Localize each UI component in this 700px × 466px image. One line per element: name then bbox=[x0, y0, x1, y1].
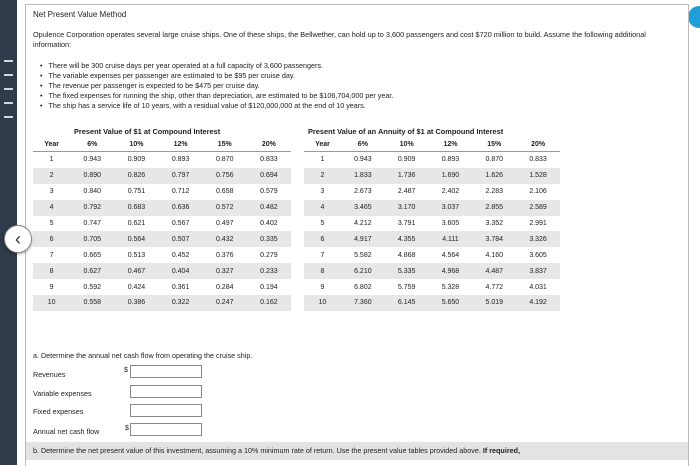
factor-cell: 0.592 bbox=[83, 283, 102, 291]
factor-cell: 0.870 bbox=[215, 156, 234, 164]
factor-cell: 1.626 bbox=[472, 168, 516, 184]
sidebar-marker bbox=[4, 74, 13, 76]
factor-cell: 0.833 bbox=[260, 156, 278, 164]
column-header: 20% bbox=[516, 137, 560, 152]
column-header: 12% bbox=[159, 137, 203, 152]
factor-cell: 6.802 bbox=[354, 283, 372, 291]
pv-table-heading: Present Value of $1 at Compound Interest bbox=[74, 127, 221, 136]
table-row bbox=[304, 247, 560, 263]
factor-cell: 0.386 bbox=[114, 295, 158, 311]
column-header: Year bbox=[33, 137, 70, 152]
table-row bbox=[33, 263, 291, 279]
sidebar-marker bbox=[4, 116, 13, 118]
factor-cell: 0.452 bbox=[171, 251, 190, 259]
year-cell: 4 bbox=[33, 200, 70, 216]
factor-cell: 0.870 bbox=[485, 156, 504, 164]
factor-cell: 4.192 bbox=[516, 295, 560, 311]
question-panel bbox=[25, 4, 689, 466]
factor-cell: 2.283 bbox=[485, 188, 504, 196]
assumption-item: • There will be 300 cruise days per year operated at a full capacity of 3,600 passengers. bbox=[40, 61, 393, 71]
factor-cell: 0.247 bbox=[203, 295, 247, 311]
annuity-table-heading: Present Value of an Annuity of $1 at Compound Interest bbox=[308, 127, 504, 136]
factor-cell: 2.991 bbox=[529, 220, 547, 227]
year-cell: 9 bbox=[49, 283, 54, 291]
factor-cell: 0.404 bbox=[159, 263, 203, 279]
factor-cell: 0.909 bbox=[397, 156, 416, 164]
sidebar-marker bbox=[4, 60, 13, 62]
factor-cell: 5.650 bbox=[429, 295, 473, 311]
year-cell: 7 bbox=[320, 251, 325, 259]
table-row bbox=[33, 168, 291, 184]
factor-cell: 0.943 bbox=[83, 156, 102, 164]
column-header: 20% bbox=[247, 137, 291, 152]
factor-cell: 0.513 bbox=[127, 251, 146, 259]
factor-cell: 0.482 bbox=[247, 200, 291, 216]
year-cell: 1 bbox=[49, 156, 54, 164]
factor-cell: 0.424 bbox=[127, 283, 146, 291]
column-header: Year bbox=[304, 137, 341, 152]
year-cell: 2 bbox=[304, 168, 341, 184]
column-header: 15% bbox=[203, 137, 247, 152]
factor-cell: 2.589 bbox=[516, 200, 560, 216]
sidebar-marker bbox=[4, 88, 13, 90]
table-row bbox=[304, 200, 560, 216]
factor-cell: 0.467 bbox=[114, 263, 158, 279]
assumption-item: • The fixed expenses for running the ship, other than depreciation, are estimated to be $106,704,000 per year. bbox=[40, 91, 393, 101]
next-circle-button[interactable] bbox=[688, 6, 700, 28]
year-cell: 6 bbox=[304, 231, 341, 247]
factor-cell: 0.658 bbox=[215, 188, 234, 196]
part-b-text: b. Determine the net present value of this investment, assuming a 10% minimum rate of return. Use the present value tables provided above. bbox=[33, 446, 481, 455]
factor-cell: 6.210 bbox=[341, 263, 385, 279]
column-header: 6% bbox=[341, 137, 385, 152]
factor-cell: 0.322 bbox=[159, 295, 203, 311]
year-cell: 10 bbox=[304, 295, 341, 311]
factor-cell: 0.402 bbox=[260, 220, 278, 227]
factor-cell: 6.145 bbox=[385, 295, 429, 311]
chevron-left-icon: ‹ bbox=[15, 228, 21, 249]
factor-cell: 2.673 bbox=[354, 188, 372, 196]
factor-cell: 4.868 bbox=[397, 251, 416, 259]
factor-cell: 0.497 bbox=[215, 220, 234, 227]
factor-cell: 4.355 bbox=[385, 231, 429, 247]
fixed-expenses-label: Fixed expenses bbox=[33, 407, 84, 416]
column-header: 12% bbox=[429, 137, 473, 152]
table-row bbox=[304, 263, 560, 279]
table-row bbox=[304, 216, 560, 232]
factor-cell: 0.621 bbox=[127, 220, 146, 227]
pv-table bbox=[33, 137, 291, 311]
factor-cell: 0.890 bbox=[70, 168, 114, 184]
table-row bbox=[304, 184, 560, 200]
factor-cell: 2.402 bbox=[441, 188, 460, 196]
factor-cell: 0.712 bbox=[171, 188, 190, 196]
factor-cell: 0.893 bbox=[171, 156, 190, 164]
currency-sign: $ bbox=[124, 367, 128, 374]
year-cell: 5 bbox=[49, 220, 54, 227]
previous-button[interactable] bbox=[4, 225, 32, 253]
factor-cell: 4.111 bbox=[429, 231, 473, 247]
table-header-row bbox=[33, 137, 291, 152]
factor-cell: 5.328 bbox=[441, 283, 460, 291]
year-cell: 8 bbox=[33, 263, 70, 279]
factor-cell: 4.212 bbox=[354, 220, 372, 227]
factor-cell: 0.233 bbox=[247, 263, 291, 279]
table-row bbox=[33, 231, 291, 247]
factor-cell: 0.833 bbox=[529, 156, 547, 164]
factor-cell: 0.284 bbox=[215, 283, 234, 291]
factor-cell: 1.736 bbox=[385, 168, 429, 184]
assumption-item: • The variable expenses per passenger are estimated to be $95 per cruise day. bbox=[40, 71, 393, 81]
factor-cell: 0.279 bbox=[260, 251, 278, 259]
factor-cell: 0.335 bbox=[247, 231, 291, 247]
factor-cell: 0.943 bbox=[354, 156, 372, 164]
factor-cell: 0.683 bbox=[114, 200, 158, 216]
factor-cell: 0.361 bbox=[171, 283, 190, 291]
factor-cell: 2.855 bbox=[472, 200, 516, 216]
factor-cell: 0.665 bbox=[83, 251, 102, 259]
year-cell: 1 bbox=[320, 156, 325, 164]
table-row bbox=[304, 168, 560, 184]
table-row bbox=[304, 231, 560, 247]
problem-intro: Opulence Corporation operates several large cruise ships. One of these ships, the Bellwether, can hold up to 3,600 passengers and cost $720 million to build. Assume the following additional information: bbox=[33, 30, 646, 49]
factor-cell: 2.487 bbox=[397, 188, 416, 196]
factor-cell: 4.160 bbox=[485, 251, 504, 259]
factor-cell: 0.579 bbox=[260, 188, 278, 196]
factor-cell: 3.352 bbox=[485, 220, 504, 227]
year-cell: 2 bbox=[33, 168, 70, 184]
table-row bbox=[304, 279, 560, 295]
table-row bbox=[33, 216, 291, 232]
year-cell: 5 bbox=[320, 220, 325, 227]
factor-cell: 0.756 bbox=[203, 168, 247, 184]
year-cell: 6 bbox=[33, 231, 70, 247]
factor-cell: 3.784 bbox=[472, 231, 516, 247]
factor-cell: 0.797 bbox=[159, 168, 203, 184]
net-cash-flow-label: Annual net cash flow bbox=[33, 427, 100, 436]
column-header: 10% bbox=[385, 137, 429, 152]
sidebar-marker bbox=[4, 102, 13, 104]
factor-cell: 0.327 bbox=[203, 263, 247, 279]
factor-cell: 3.605 bbox=[529, 251, 547, 259]
factor-cell: 5.019 bbox=[472, 295, 516, 311]
table-row bbox=[33, 200, 291, 216]
factor-cell: 1.528 bbox=[516, 168, 560, 184]
factor-cell: 3.326 bbox=[516, 231, 560, 247]
table-row bbox=[33, 247, 291, 263]
assumptions-list bbox=[40, 61, 393, 111]
factor-cell: 5.335 bbox=[385, 263, 429, 279]
factor-cell: 4.487 bbox=[472, 263, 516, 279]
factor-cell: 4.772 bbox=[485, 283, 504, 291]
factor-cell: 0.432 bbox=[203, 231, 247, 247]
factor-cell: 3.605 bbox=[441, 220, 460, 227]
year-cell: 4 bbox=[304, 200, 341, 216]
year-cell: 9 bbox=[320, 283, 325, 291]
factor-cell: 3.465 bbox=[341, 200, 385, 216]
variable-expenses-input[interactable] bbox=[130, 385, 202, 398]
table-row bbox=[33, 152, 291, 168]
factor-cell: 3.170 bbox=[385, 200, 429, 216]
table-row bbox=[304, 152, 560, 168]
year-cell: 8 bbox=[304, 263, 341, 279]
factor-cell: 0.564 bbox=[114, 231, 158, 247]
factor-cell: 3.837 bbox=[516, 263, 560, 279]
part-b-question bbox=[26, 442, 688, 460]
variable-expenses-label: Variable expenses bbox=[33, 389, 92, 398]
table-row bbox=[304, 295, 560, 311]
factor-cell: 4.917 bbox=[341, 231, 385, 247]
fixed-expenses-input[interactable] bbox=[130, 404, 202, 417]
factor-cell: 0.909 bbox=[127, 156, 146, 164]
factor-cell: 7.360 bbox=[341, 295, 385, 311]
factor-cell: 5.759 bbox=[397, 283, 416, 291]
factor-cell: 0.747 bbox=[83, 220, 102, 227]
factor-cell: 0.694 bbox=[247, 168, 291, 184]
factor-cell: 0.826 bbox=[114, 168, 158, 184]
factor-cell: 0.636 bbox=[159, 200, 203, 216]
page-title: Net Present Value Method bbox=[33, 10, 127, 19]
table-row bbox=[33, 295, 291, 311]
annuity-table bbox=[304, 137, 560, 311]
factor-cell: 4.031 bbox=[529, 283, 547, 291]
column-header: 15% bbox=[472, 137, 516, 152]
factor-cell: 4.968 bbox=[429, 263, 473, 279]
part-a-question: a. Determine the annual net cash flow from operating the cruise ship. bbox=[33, 351, 253, 360]
factor-cell: 0.558 bbox=[70, 295, 114, 311]
revenues-input[interactable] bbox=[130, 365, 202, 378]
factor-cell: 0.572 bbox=[203, 200, 247, 216]
table-row bbox=[33, 184, 291, 200]
part-b-emphasis: If required, bbox=[482, 446, 521, 455]
factor-cell: 0.507 bbox=[159, 231, 203, 247]
factor-cell: 0.162 bbox=[247, 295, 291, 311]
net-cash-flow-input[interactable] bbox=[130, 423, 202, 436]
table-header-row bbox=[304, 137, 560, 152]
factor-cell: 1.833 bbox=[341, 168, 385, 184]
factor-cell: 5.582 bbox=[354, 251, 372, 259]
factor-cell: 0.792 bbox=[70, 200, 114, 216]
assumption-item: • The ship has a service life of 10 years, with a residual value of $120,000,000 at the end of 10 years. bbox=[40, 101, 393, 111]
factor-cell: 0.627 bbox=[70, 263, 114, 279]
table-row bbox=[33, 279, 291, 295]
year-cell: 3 bbox=[49, 188, 54, 196]
revenues-label: Revenues bbox=[33, 370, 66, 379]
year-cell: 7 bbox=[49, 251, 54, 259]
factor-cell: 0.567 bbox=[171, 220, 190, 227]
year-cell: 10 bbox=[33, 295, 70, 311]
column-header: 6% bbox=[70, 137, 114, 152]
factor-cell: 3.037 bbox=[429, 200, 473, 216]
factor-cell: 0.376 bbox=[215, 251, 234, 259]
year-cell: 3 bbox=[320, 188, 325, 196]
factor-cell: 0.893 bbox=[441, 156, 460, 164]
factor-cell: 0.840 bbox=[83, 188, 102, 196]
factor-cell: 0.194 bbox=[260, 283, 278, 291]
factor-cell: 0.751 bbox=[127, 188, 146, 196]
factor-cell: 1.690 bbox=[429, 168, 473, 184]
currency-sign: $ bbox=[125, 425, 129, 432]
factor-cell: 2.106 bbox=[529, 188, 547, 196]
factor-cell: 0.705 bbox=[70, 231, 114, 247]
column-header: 10% bbox=[114, 137, 158, 152]
factor-cell: 4.564 bbox=[441, 251, 460, 259]
factor-cell: 3.791 bbox=[397, 220, 416, 227]
assumption-item: • The revenue per passenger is expected to be $475 per cruise day. bbox=[40, 81, 393, 91]
